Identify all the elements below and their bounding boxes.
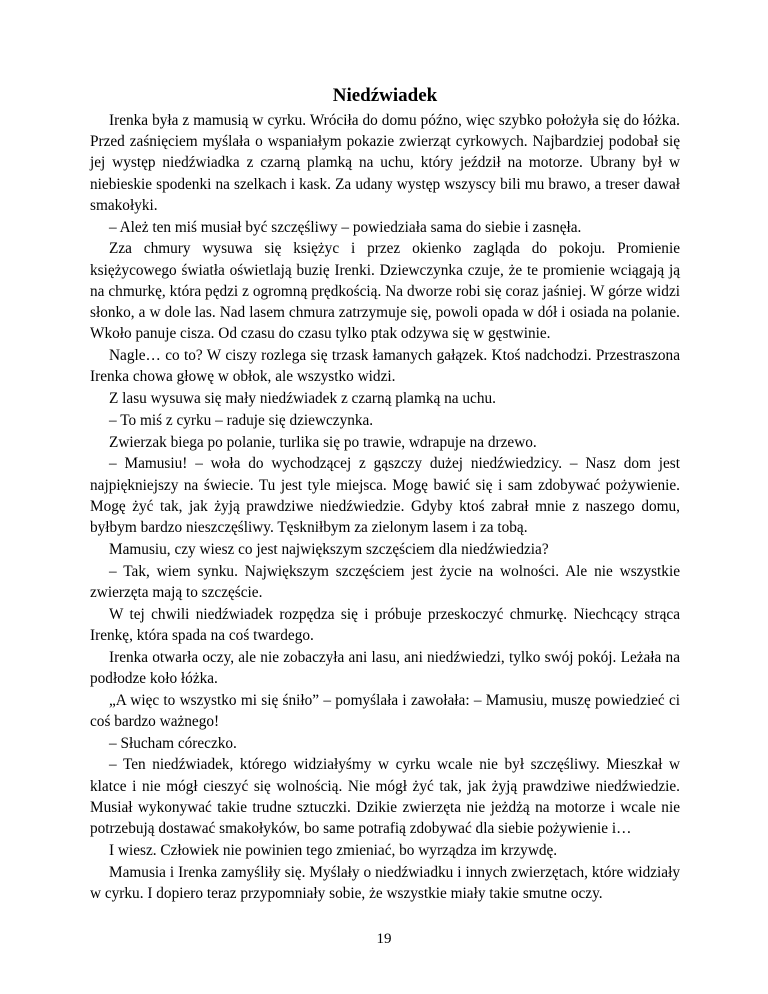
paragraph-16: I wiesz. Człowiek nie powinien tego zmieniać, bo wyrządza im krzywdę. (109, 841, 558, 859)
paragraph-15: – Ten niedźwiadek, którego widziałyśmy w cyrku wcale nie był szczęśliwy. Mieszkał w klatce i nie mógł cieszyć się wolnością. Nie mógł żyć tak, jak żyją prawdziwe niedźwiedzie. Musiał wykonywać takie trudne sztuczki. Dzikie zwierzęta nie jeżdżą na motorze i wcale nie potrzebują dostawać smakołyków, bo same potrafią zdobywać dla siebie pożywienie i… (90, 756, 680, 838)
paragraph-17: Mamusia i Irenka zamyśliły się. Myślały o niedźwiadku i innych zwierzętach, które widziały w cyrku. I dopiero teraz przypomniały sobie, że wszystkie miały takie smutne oczy. (90, 863, 680, 902)
paragraph-1: Irenka była z mamusią w cyrku. Wróciła do domu późno, więc szybko położyła się do łóżka. Przed zaśnięciem myślała o wspaniałym pokazie zwierząt cyrkowych. Najbardziej podobał się jej występ niedźwiadka z czarną plamką na uchu, który jeździł na motorze. Ubrany był w niebieskie spodenki na szelkach i kask. Za udany występ wszyscy bili mu brawo, a treser dawał smakołyki. (90, 112, 680, 214)
paragraph-3: Zza chmury wysuwa się księżyc i przez okienko zagląda do pokoju. Promienie księżycowego światła oświetlają buzię Irenki. Dziewczynka czuje, że te promienie wciągają ją na chmurkę, która pędzi z ogromną prędkością. Na dworze robi się coraz jaśniej. W górze widzi słonko, a w dole las. Nad lasem chmura zatrzymuje się, powoli opada w dół i osiada na polanie. Wkoło panuje cisza. Od czasu do czasu tylko ptak odzywa się w gęstwinie. (90, 240, 680, 343)
paragraph-13: „A więc to wszystko mi się śniło” – pomyślała i zawołała: – Mamusiu, muszę powiedzieć ci coś bardzo ważnego! (90, 691, 680, 730)
paragraph-6: – To miś z cyrku – raduje się dziewczynka. (109, 411, 374, 429)
paragraph-8: – Mamusiu! – woła do wychodzącej z gąszczy dużej niedźwiedzicy. – Nasz dom jest najpiękniejszy na świecie. Tu jest tyle miejsca. Mogę bawić się i sam zdobywać pożywienie. Mogę żyć tak, jak żyją prawdziwe niedźwiedzie. Gdyby ktoś zabrał mnie z naszego domu, byłbym bardzo nieszczęśliwy. Tęskniłbym za zielonym lasem i za tobą. (90, 455, 680, 537)
paragraph-12: Irenka otwarła oczy, ale nie zobaczyła ani lasu, ani niedźwiedzi, tylko swój pokój. Leżała na podłodze koło łóżka. (90, 648, 680, 687)
document-page (90, 82, 680, 905)
paragraph-5: Z lasu wysuwa się mały niedźwiadek z czarną plamką na uchu. (109, 390, 496, 408)
paragraph-11: W tej chwili niedźwiadek rozpędza się i próbuje przeskoczyć chmurkę. Niechcący strąca Irenkę, która spada na coś twardego. (90, 605, 680, 644)
paragraph-10: – Tak, wiem synku. Największym szczęściem jest życie na wolności. Ale nie wszystkie zwierzęta mają to szczęście. (90, 562, 680, 601)
paragraph-9: Mamusiu, czy wiesz co jest największym szczęściem dla niedźwiedzia? (109, 540, 549, 558)
paragraph-4: Nagle… co to? W ciszy rozlega się trzask łamanych gałązek. Ktoś nadchodzi. Przestraszona Irenka chowa głowę w obłok, ale wszystko widzi. (90, 347, 680, 386)
story-title: Niedźwiadek (332, 85, 438, 106)
paragraph-14: – Słucham córeczko. (109, 734, 237, 752)
paragraph-7: Zwierzak biega po polanie, turlika się po trawie, wdrapuje na drzewo. (109, 433, 537, 451)
paragraph-2: – Ależ ten miś musiał być szczęśliwy – powiedziała sama do siebie i zasnęła. (109, 218, 582, 236)
page-number: 19 (376, 931, 392, 947)
